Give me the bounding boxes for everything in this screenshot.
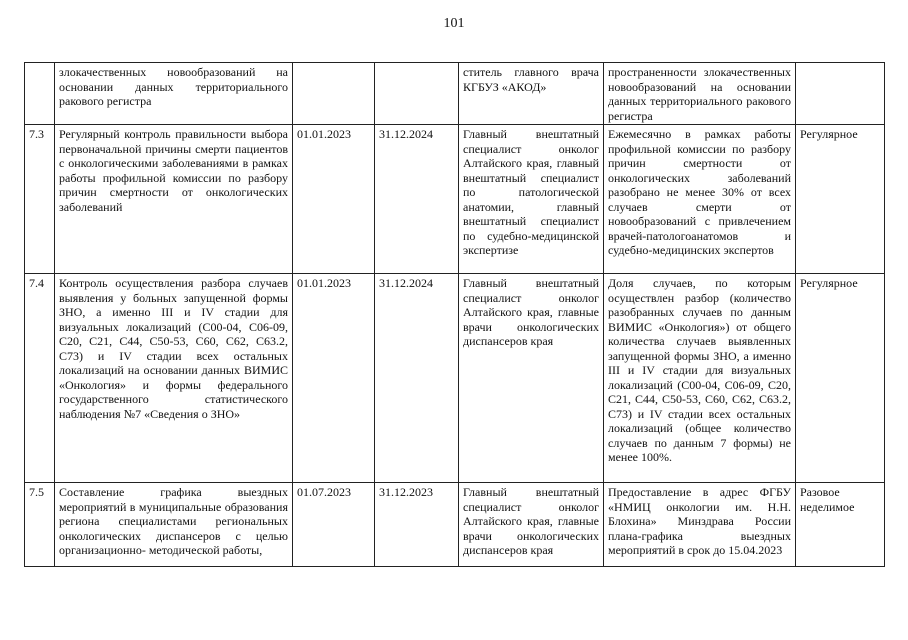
responsible-cell: Главный внештатный специалист онколог Алтайского края, главные врачи онкологических диспансеров края [459,274,604,483]
responsible-cell: Главный внештатный специалист онколог Алтайского края, главный внештатный специалист по патологической анатомии, главный внештатный специалист по судебно-медицинской экспертизе [459,125,604,274]
end-date-cell: 31.12.2023 [375,483,459,567]
type-cell [796,63,885,125]
table-row [25,274,885,483]
start-date-cell [293,63,375,125]
responsible-cell: ститель главного врача КГБУЗ «АКОД» [459,63,604,125]
type-cell: Разовое неделимое [796,483,885,567]
end-date-cell [375,63,459,125]
start-date-cell: 01.01.2023 [293,125,375,274]
row-number-cell: 7.4 [25,274,55,483]
table-row [25,125,885,274]
activity-cell: Регулярный контроль правильности выбора первоначальной причины смерти пациентов с онкологическими заболеваниями в рамках работы профильной комиссии по разбору причин смертности от онкологических заболеваний [55,125,293,274]
table-row [25,483,885,567]
start-date-cell: 01.07.2023 [293,483,375,567]
activity-cell: Контроль осуществления разбора случаев выявления у больных запущенной формы ЗНО, а именно III и IV стадии для визуальных локализаций (С00-04, С06-09, С20, С21, С44, С50-53, С60, С62, С63.2, С73) и IV стадии всех остальных локализаций на основании данных ВИМИС «Онкология» и формы федерального государственного статистического наблюдения №7 «Сведения о ЗНО» [55,274,293,483]
end-date-cell: 31.12.2024 [375,274,459,483]
result-cell: Предоставление в адрес ФГБУ «НМИЦ онкологии им. Н.Н. Блохина» Минздрава России плана-графика выездных мероприятий в срок до 15.04.2023 [604,483,796,567]
row-number-cell [25,63,55,125]
start-date-cell: 01.01.2023 [293,274,375,483]
responsible-cell: Главный внештатный специалист онколог Алтайского края, главные врачи онкологических диспансеров края [459,483,604,567]
activity-cell: злокачественных новообразований на основании данных территориального ракового регистра [55,63,293,125]
end-date-cell: 31.12.2024 [375,125,459,274]
activity-cell: Составление графика выездных мероприятий в муниципальные образования региона специалистами региональных онкологических диспансеров с целью организационно- методической работы, [55,483,293,567]
activity-plan-table [24,62,885,567]
result-cell: пространенности злокачественных новообразований на основании данных территориального ракового регистра [604,63,796,125]
page-number: 101 [443,16,465,31]
row-number-cell: 7.3 [25,125,55,274]
result-cell: Ежемесячно в рамках работы профильной комиссии по разбору причин смертности от онкологических заболеваний разобрано не менее 30% от всех случаев смерти от новообразований с привлечением врачей-патологоанатомов и судебно-медицинских экспертов [604,125,796,274]
type-cell: Регулярное [796,274,885,483]
row-number-cell: 7.5 [25,483,55,567]
table-row [25,63,885,125]
type-cell: Регулярное [796,125,885,274]
result-cell: Доля случаев, по которым осуществлен разбор (количество разобранных случаев по данным ВИМИС «Онкология») от общего количества случаев выявленных запущенной формы ЗНО, а именно III и IV стадии для визуальных локализаций (С00-04, С06-09, С20, С21, С44, С50-53, С60, С62, С63.2, С73) и IV стадии всех остальных локализаций (общее количество случаев по данным 7 формы) не менее 100%. [604,274,796,483]
